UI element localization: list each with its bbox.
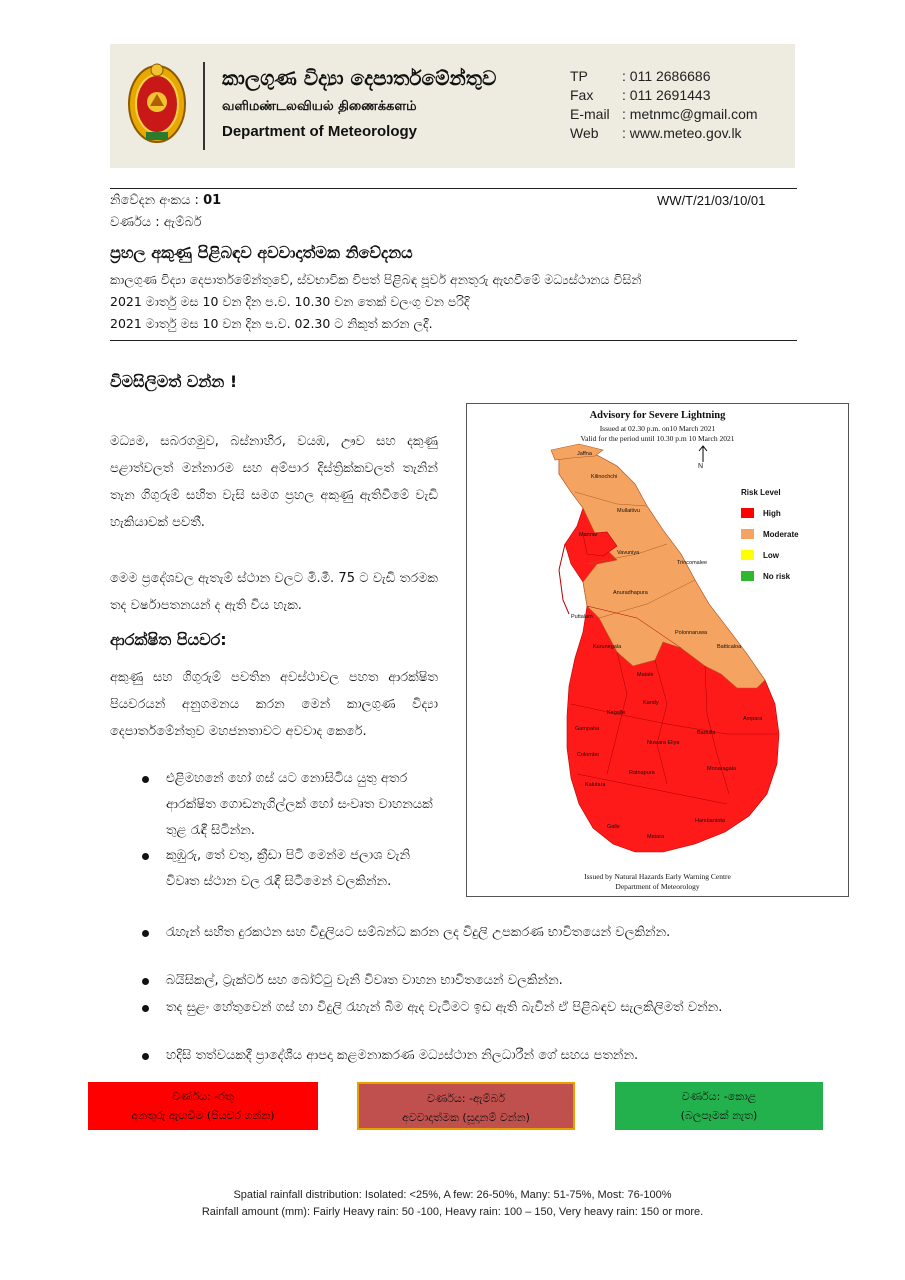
district-label: Kandy: [643, 700, 659, 706]
bullet-icon: [142, 853, 149, 860]
district-label: Colombo: [577, 752, 600, 758]
advisory-issuer: කාලගුණ විද්‍යා දෙපාර්තමේන්තුවේ, ස්වභාවික විපත් පිළිබඳ පූර්ව අනතුරු ඇඟවීමේ මධ්‍යස්ථානය විසින්: [110, 272, 642, 287]
legend-label-moderate: Moderate: [763, 530, 799, 539]
amber-level-box: [357, 1082, 575, 1130]
district-label: Kilinochchi: [591, 474, 618, 480]
header-divider: [203, 62, 205, 150]
bullet-icon: [142, 978, 149, 985]
district-label: Monaragala: [707, 766, 737, 772]
legend-label-high: High: [763, 509, 781, 518]
green-level-desc: (බලපෑමක් නැත): [680, 1109, 758, 1122]
contact-fax: Fax : 011 2691443: [570, 87, 711, 103]
notice-number: නිවේදන අංකය : 01: [110, 193, 222, 208]
list-item: හදිසි තත්වයකදී ප්‍රාදේශීය ආපදා කළමනාකරණ මධ්‍යස්ථාන නිලධාරීන් ගේ සහය පතන්න.: [166, 1048, 639, 1063]
legend-swatch-low: [741, 550, 754, 560]
advisory-validity: 2021 මාර්තු මස 10 වන දින ප.ව. 10.30 වන තෙක් වලංගු වන පරිදි: [110, 294, 470, 309]
district-label: Ampara: [743, 716, 763, 722]
green-level-title: වර්ණය: -කොළ: [681, 1090, 757, 1103]
sri-lanka-map-icon: [467, 404, 848, 896]
footer-rainfall-amount: Rainfall amount (mm): Fairly Heavy rain: 50 -100, Heavy rain: 100 – 150, Very heavy rain: 150 or more.: [201, 1206, 704, 1218]
map-department: Department of Meteorology: [615, 882, 700, 891]
district-label: Ratnapura: [629, 770, 655, 776]
precautions-heading: ආරක්ෂිත පියවර:: [110, 630, 227, 649]
bullet-icon: [142, 1005, 149, 1012]
bullet-icon: [142, 1053, 149, 1060]
letterhead: [110, 44, 795, 168]
district-label: Batticaloa: [717, 644, 742, 650]
district-label: Nuwara Eliya: [647, 740, 680, 746]
lightning-advisory-map: [466, 403, 849, 897]
district-label: Matale: [637, 672, 654, 678]
district-label: Vavuniya: [617, 550, 640, 556]
map-title: Advisory for Severe Lightning: [589, 410, 726, 421]
precautions-intro: අකුණු සහ ගිගුරුම් පවතින අවස්ථාවල පහත ආරක්ෂිත පියවරයන් අනුගමනය කරන මෙන් කාලගුණ විද්‍යා දෙපාර්තමේන්තුව මහජනතාවට අවවාද කෙරේ.: [110, 670, 438, 739]
district-label: Kalutara: [585, 782, 606, 788]
legend-label-no-risk: No risk: [763, 572, 791, 581]
district-label: Badulla: [697, 730, 716, 736]
department-name-tamil: வளிமண்டலவியல் திணைக்களம்: [222, 99, 417, 114]
legend-title: Risk Level: [741, 488, 781, 497]
footer-distribution: Spatial rainfall distribution: Isolated: <25%, A few: 26-50%, Many: 51-75%, Most: 76-100%: [233, 1189, 672, 1201]
map-issued: Issued at 02.30 p.m. on10 March 2021: [599, 424, 716, 433]
advisory-title: ප්‍රහල අකුණු පිළිබඳව අවවාදාත්මක නිවේදනය: [110, 243, 413, 262]
map-valid: Valid for the period until 10.30 p.m 10 March 2021: [580, 434, 735, 443]
list-item: තද සුළං හේතුවෙන් ගස් හා විදුලි රැහැන් බිම ඇද වැටීමට ඉඩ ඇති බැවින් ඒ පිළිබඳව සැලකිලිමත් වන්න.: [166, 1000, 723, 1015]
warning-paragraph: මධ්‍යම, සබරගමුව, බස්නාහිර, වයඹ, ඌව සහ දකුණු පළාත්වලත් මන්නාරම සහ අම්පාර දිස්ත්‍රික්කවලත් තැනින් තැන ගිගුරුම් සහිත වැසි සමග ප්‍රහල අකුණු ඇතිවීමේ වැඩි හැකියාවක් පවතී.: [110, 434, 438, 530]
list-item: එළිමහනේ හෝ ගස් යට නොසිටිය යුතු අතර ආරක්ෂිත ගොඩනැගිල්ලක් හෝ සංවෘත වාහනයක් තුළ රැඳී සිටින්න.: [166, 771, 433, 838]
district-label: Anuradhapura: [613, 590, 648, 596]
contact-phone: TP : 011 2686686: [570, 68, 711, 84]
amber-level-title: වර්ණය: -ඇම්බර්: [427, 1092, 505, 1105]
bullet-icon: [142, 930, 149, 937]
district-label: Galle: [607, 824, 620, 830]
bottom-rule: [110, 340, 797, 341]
contact-email: E-mail : metnmc@gmail.com: [570, 106, 758, 122]
district-label: Kurunegala: [593, 644, 622, 650]
bullet-icon: [142, 776, 149, 783]
red-level-title: වර්ණය: -රතු: [172, 1090, 234, 1103]
district-label: Hambantota: [695, 818, 725, 824]
district-label: Gampaha: [575, 726, 600, 732]
attention-heading: විමසිලිමත් වන්න !: [110, 372, 238, 391]
district-label: Kegalle: [607, 710, 626, 716]
district-label: Polonnaruwa: [675, 630, 708, 636]
district-label: Jaffna: [577, 451, 592, 457]
advisory-issued-time: 2021 මාර්තු මස 10 වන දින ප.ව. 02.30 ට නිකුත් කරන ලදී.: [110, 316, 433, 331]
amber-level-desc: අවවාදාත්මක (සූදානම් වන්න): [402, 1111, 530, 1124]
legend-swatch-moderate: [741, 529, 754, 539]
district-label: Trincomalee: [677, 560, 708, 566]
green-level-box: [615, 1082, 823, 1130]
legend-label-low: Low: [763, 551, 779, 560]
district-label: Mullaitivu: [617, 508, 640, 514]
district-label: Puttalam: [571, 614, 593, 620]
department-name-sinhala: කාලගුණ විද්‍යා දෙපාර්තමේන්තුව: [222, 66, 497, 90]
department-name-english: Department of Meteorology: [222, 123, 418, 140]
top-rule: [110, 188, 797, 189]
list-item: බයිසිකල්, ට්‍රැක්ටර් සහ බෝට්ටු වැනි විවෘත වාහන භාවිතයෙන් වලකින්න.: [166, 973, 563, 988]
emblem-icon: [126, 58, 188, 146]
contact-web: Web : www.meteo.gov.lk: [570, 125, 742, 141]
list-item: කුඹුරු, තේ වතු, ක්‍රීඩා පිටි මෙන්ම ජලාශ වැනි විවෘත ස්ථාන වල රැඳී සිටීමෙන් වලකින්න.: [166, 848, 411, 889]
list-item: රැහැන් සහිත දුරකථන සහ විදුලියට සම්බන්ධ කරන ලද විදුලි උපකරණ භාවිතයෙන් වලකින්න.: [166, 925, 671, 940]
red-level-box: [88, 1082, 318, 1130]
category-label: වර්ණය : ඇම්බර්: [110, 215, 202, 230]
district-label: Matara: [647, 834, 665, 840]
rainfall-paragraph: මෙම ප්‍රදේශවල ඇතැම් ස්ථාන වලට මි.මී. 75 ට වැඩි තරමක තද වර්ෂාපතනයන් ද ඇති විය හැක.: [110, 571, 438, 613]
legend-swatch-high: [741, 508, 754, 518]
red-level-desc: අනතුරු ඇඟවීම (පියවර ගන්න): [131, 1109, 275, 1122]
reference-number: WW/T/21/03/10/01: [657, 193, 766, 208]
map-issuer: Issued by Natural Hazards Early Warning Centre: [584, 872, 731, 881]
district-label: Mannar: [579, 532, 598, 538]
north-label: N: [698, 463, 704, 470]
legend-swatch-no-risk: [741, 571, 754, 581]
